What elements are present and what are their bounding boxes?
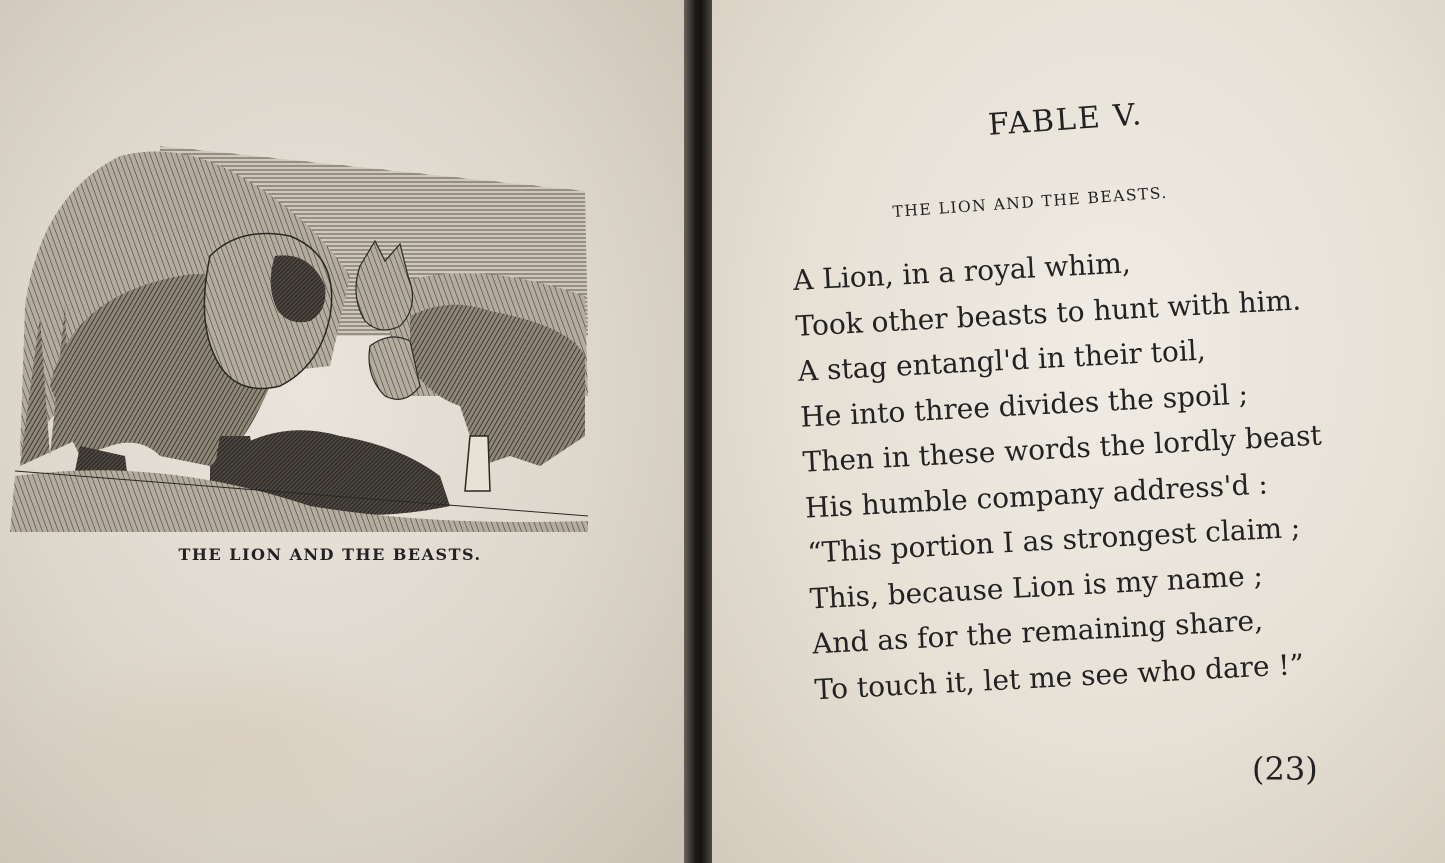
illustration-caption: THE LION AND THE BEASTS. — [178, 545, 482, 564]
paper-stain — [30, 640, 450, 840]
verse-line: His humble company address'd : — [804, 466, 1269, 525]
verse-lines — [792, 231, 1335, 713]
beast-leg — [465, 436, 490, 491]
book-gutter — [684, 0, 712, 863]
page-number: (23) — [1252, 750, 1318, 788]
verse-line: “This portion I as strongest claim ; — [806, 510, 1302, 570]
verse-line: This, because Lion is my name ; — [808, 558, 1264, 616]
verse-line: He into three divides the spoil ; — [799, 376, 1249, 434]
verse-line: A stag entangl'd in their toil, — [797, 333, 1207, 388]
left-page — [0, 0, 684, 863]
fable-text — [712, 0, 1445, 863]
woodcut-illustration — [10, 136, 590, 532]
fable-title: THE LION AND THE BEASTS. — [892, 183, 1169, 221]
verse-line: Took other beasts to hunt with him. — [794, 282, 1302, 343]
verse-line: A Lion, in a royal whim, — [792, 246, 1132, 297]
fable-heading: FABLE V. — [987, 97, 1145, 143]
verse-line: And as for the remaining share, — [811, 603, 1264, 661]
verse-line: To touch it, let me see who dare !” — [813, 647, 1305, 706]
verse-line: Then in these words the lordly beast — [801, 418, 1323, 479]
right-page — [712, 0, 1445, 863]
